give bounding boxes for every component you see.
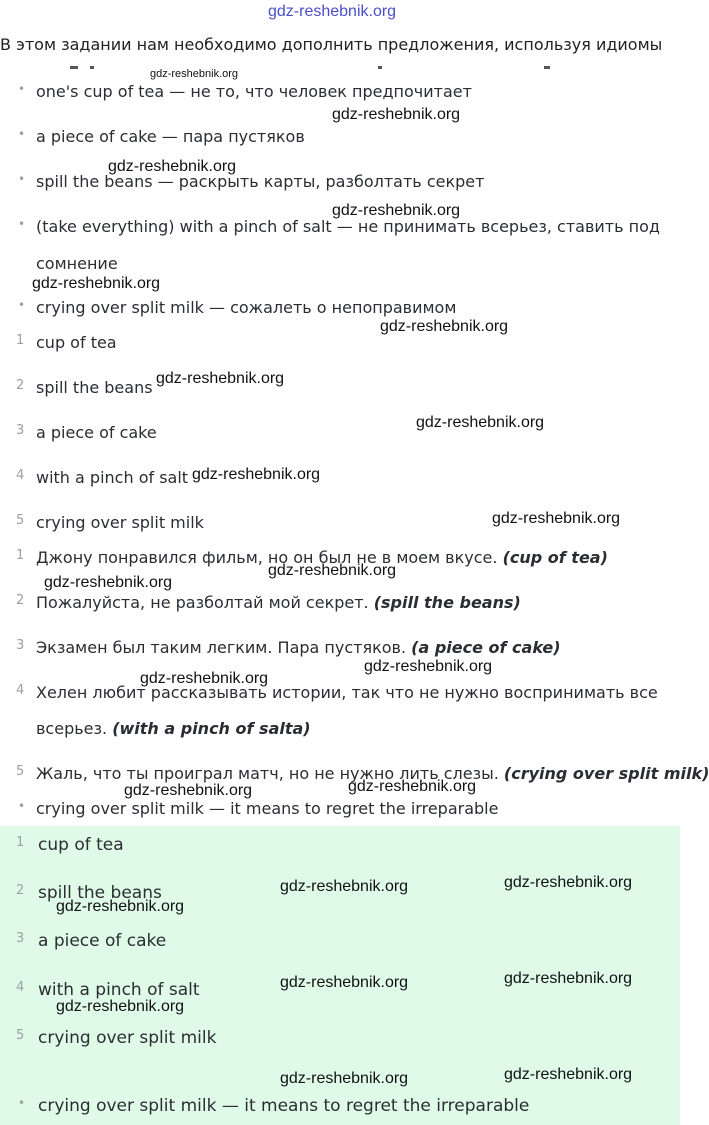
idiom-text: (take everything) with a pinch of salt — не принимать всерьез, ставить под xyxy=(36,217,660,236)
item-number: 5 xyxy=(16,1028,25,1043)
answer-text: cup of tea xyxy=(36,333,117,352)
item-number: 3 xyxy=(16,423,25,438)
watermark: gdz-reshebnik.org xyxy=(380,318,509,335)
watermark: gdz-reshebnik.org xyxy=(504,970,633,987)
translation-text: Экзамен был таким легким. Пара пустяков. (a piece of cake) xyxy=(36,638,561,657)
watermark: gdz-reshebnik.org xyxy=(364,658,493,675)
watermark: gdz-reshebnik.org xyxy=(504,1066,633,1083)
translation-text: Джону понравился фильм, но он был не в моем вкусе. (cup of tea) xyxy=(36,548,608,567)
watermark: gdz-reshebnik.org xyxy=(124,782,253,799)
item-number: 1 xyxy=(16,548,25,563)
watermark: gdz-reshebnik.org xyxy=(156,370,285,387)
bullet-icon: • xyxy=(18,172,26,186)
translation-text: Хелен любит рассказывать истории, так что не нужно воспринимать все xyxy=(36,683,658,702)
idiom-hint: (crying over split milk) xyxy=(503,764,709,783)
watermark: gdz-reshebnik.org xyxy=(504,874,633,891)
watermark: gdz-reshebnik.org xyxy=(332,202,461,219)
bullet-icon: • xyxy=(18,799,26,813)
watermark: gdz-reshebnik.org xyxy=(108,158,237,175)
idiom-text: spill the beans — раскрыть карты, разболтать секрет xyxy=(36,172,485,191)
idiom-hint: (cup of tea) xyxy=(502,548,608,567)
watermark: gdz-reshebnik.org xyxy=(492,510,621,527)
item-number: 1 xyxy=(16,333,25,348)
watermark: gdz-reshebnik.org xyxy=(150,68,239,80)
item-number: 2 xyxy=(16,593,25,608)
item-number: 3 xyxy=(16,638,25,653)
idiom-text: crying over split milk — сожалеть о непоправимом xyxy=(36,298,457,317)
item-number: 4 xyxy=(16,683,25,698)
answer-text: with a pinch of salt xyxy=(36,468,189,487)
translation-text-cont: всерьез. (with a pinch of salta) xyxy=(36,719,311,738)
watermark-top[interactable]: gdz-reshebnik.org xyxy=(268,3,397,20)
translation-text: Жаль, что ты проиграл матч, но не нужно лить слезы. (crying over split milk) xyxy=(36,764,709,783)
bullet-icon: • xyxy=(18,127,26,141)
answer-text: cup of tea xyxy=(38,835,124,855)
item-number: 2 xyxy=(16,378,25,393)
watermark: gdz-reshebnik.org xyxy=(280,878,409,895)
watermark: gdz-reshebnik.org xyxy=(268,562,397,579)
watermark: gdz-reshebnik.org xyxy=(140,670,269,687)
watermark: gdz-reshebnik.org xyxy=(348,778,477,795)
item-number: 1 xyxy=(16,835,25,850)
bullet-icon: • xyxy=(18,82,26,96)
answer-text: spill the beans xyxy=(38,883,162,903)
answer-text: crying over split milk xyxy=(38,1028,217,1048)
answer-text: a piece of cake xyxy=(36,423,157,442)
watermark: gdz-reshebnik.org xyxy=(32,275,161,292)
watermark: gdz-reshebnik.org xyxy=(332,106,461,123)
translation-text: Пожалуйста, не разболтай мой секрет. (spill the beans) xyxy=(36,593,521,612)
cropped-text-line xyxy=(60,66,560,72)
idiom-hint: (spill the beans) xyxy=(373,593,521,612)
intro-text: В этом задании нам необходимо дополнить предложения, используя идиомы xyxy=(0,35,663,54)
watermark: gdz-reshebnik.org xyxy=(416,414,545,431)
item-number: 2 xyxy=(16,883,25,898)
item-number: 3 xyxy=(16,931,25,946)
idiom-text: a piece of cake — пара пустяков xyxy=(36,127,305,146)
idiom-text-cont: сомнение xyxy=(36,254,118,273)
watermark: gdz-reshebnik.org xyxy=(280,1070,409,1087)
watermark: gdz-reshebnik.org xyxy=(280,974,409,991)
item-number: 5 xyxy=(16,764,25,779)
idiom-hint: (with a pinch of salta) xyxy=(112,719,311,738)
bullet-text: crying over split milk — it means to regret the irreparable xyxy=(36,799,499,818)
bullet-icon: • xyxy=(18,298,26,312)
watermark: gdz-reshebnik.org xyxy=(56,898,185,915)
item-number: 4 xyxy=(16,980,25,995)
item-number: 5 xyxy=(16,513,25,528)
bullet-icon: • xyxy=(18,217,26,231)
answer-text: crying over split milk xyxy=(36,513,204,532)
answer-text: a piece of cake xyxy=(38,931,167,951)
bullet-icon: • xyxy=(18,1096,26,1110)
idiom-text: one's cup of tea — не то, что человек предпочитает xyxy=(36,82,472,101)
watermark: gdz-reshebnik.org xyxy=(56,998,185,1015)
bullet-text: crying over split milk — it means to regret the irreparable xyxy=(38,1096,530,1116)
watermark: gdz-reshebnik.org xyxy=(192,466,321,483)
answer-text: with a pinch of salt xyxy=(38,980,200,1000)
answer-text: spill the beans xyxy=(36,378,153,397)
item-number: 4 xyxy=(16,468,25,483)
idiom-hint: (a piece of cake) xyxy=(411,638,561,657)
watermark: gdz-reshebnik.org xyxy=(44,574,173,591)
